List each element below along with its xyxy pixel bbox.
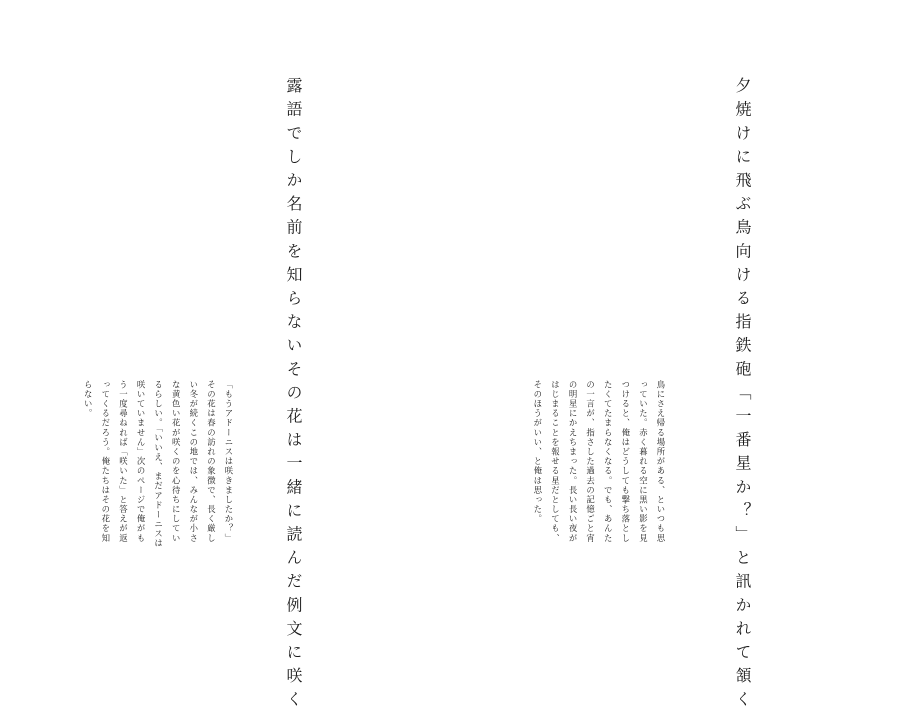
prose-line: な黄色い花が咲くのを心待ちにしてい <box>171 380 182 544</box>
prose-line: その花は春の訪れの象徴で、長く厳し <box>206 380 217 544</box>
prose-left-page <box>83 380 237 580</box>
tanka-right-page: 夕焼けに飛ぶ鳥向ける指鉄砲「一番星か？」と訊かれて頷く <box>733 77 752 714</box>
prose-line: そのほうがいい、と俺は思った。 <box>532 380 543 524</box>
prose-line: っていた。赤く暮れる空に黒い影を見 <box>638 380 649 544</box>
prose-line: つけると、俺はどうしても撃ち落とし <box>620 380 631 544</box>
prose-line: 咲いていません」次のページで俺がも <box>136 380 147 544</box>
prose-line: う一度尋ねれば「咲いた」と答えが返 <box>118 380 129 544</box>
prose-line: るらしい。「いいえ、まだアドーニスは <box>153 380 164 549</box>
prose-line: らない。 <box>83 380 94 419</box>
prose-line: の一言が、指さした過去の記憶ごと宵 <box>585 380 596 544</box>
tanka-left-page: 露語でしか名前を知らないその花は一緒に読んだ例文に咲く <box>284 77 303 714</box>
prose-right-page <box>533 380 669 580</box>
prose-line: い冬が続くこの地では、みんなが小さ <box>188 380 199 544</box>
prose-line: 「もうアドーニスは咲きましたか？」 <box>224 380 234 544</box>
prose-line: の明星にかえちまった。長い長い夜が <box>568 380 579 544</box>
prose-line: はじまることを報せる星だとしても、 <box>550 380 561 544</box>
prose-line: たくてたまらなくなる。でも、あんた <box>603 380 614 544</box>
prose-line: ってくるだろう。俺たちはその花を知 <box>100 380 111 544</box>
prose-line: 鳥にさえ帰る場所がある、といつも思 <box>656 380 666 544</box>
